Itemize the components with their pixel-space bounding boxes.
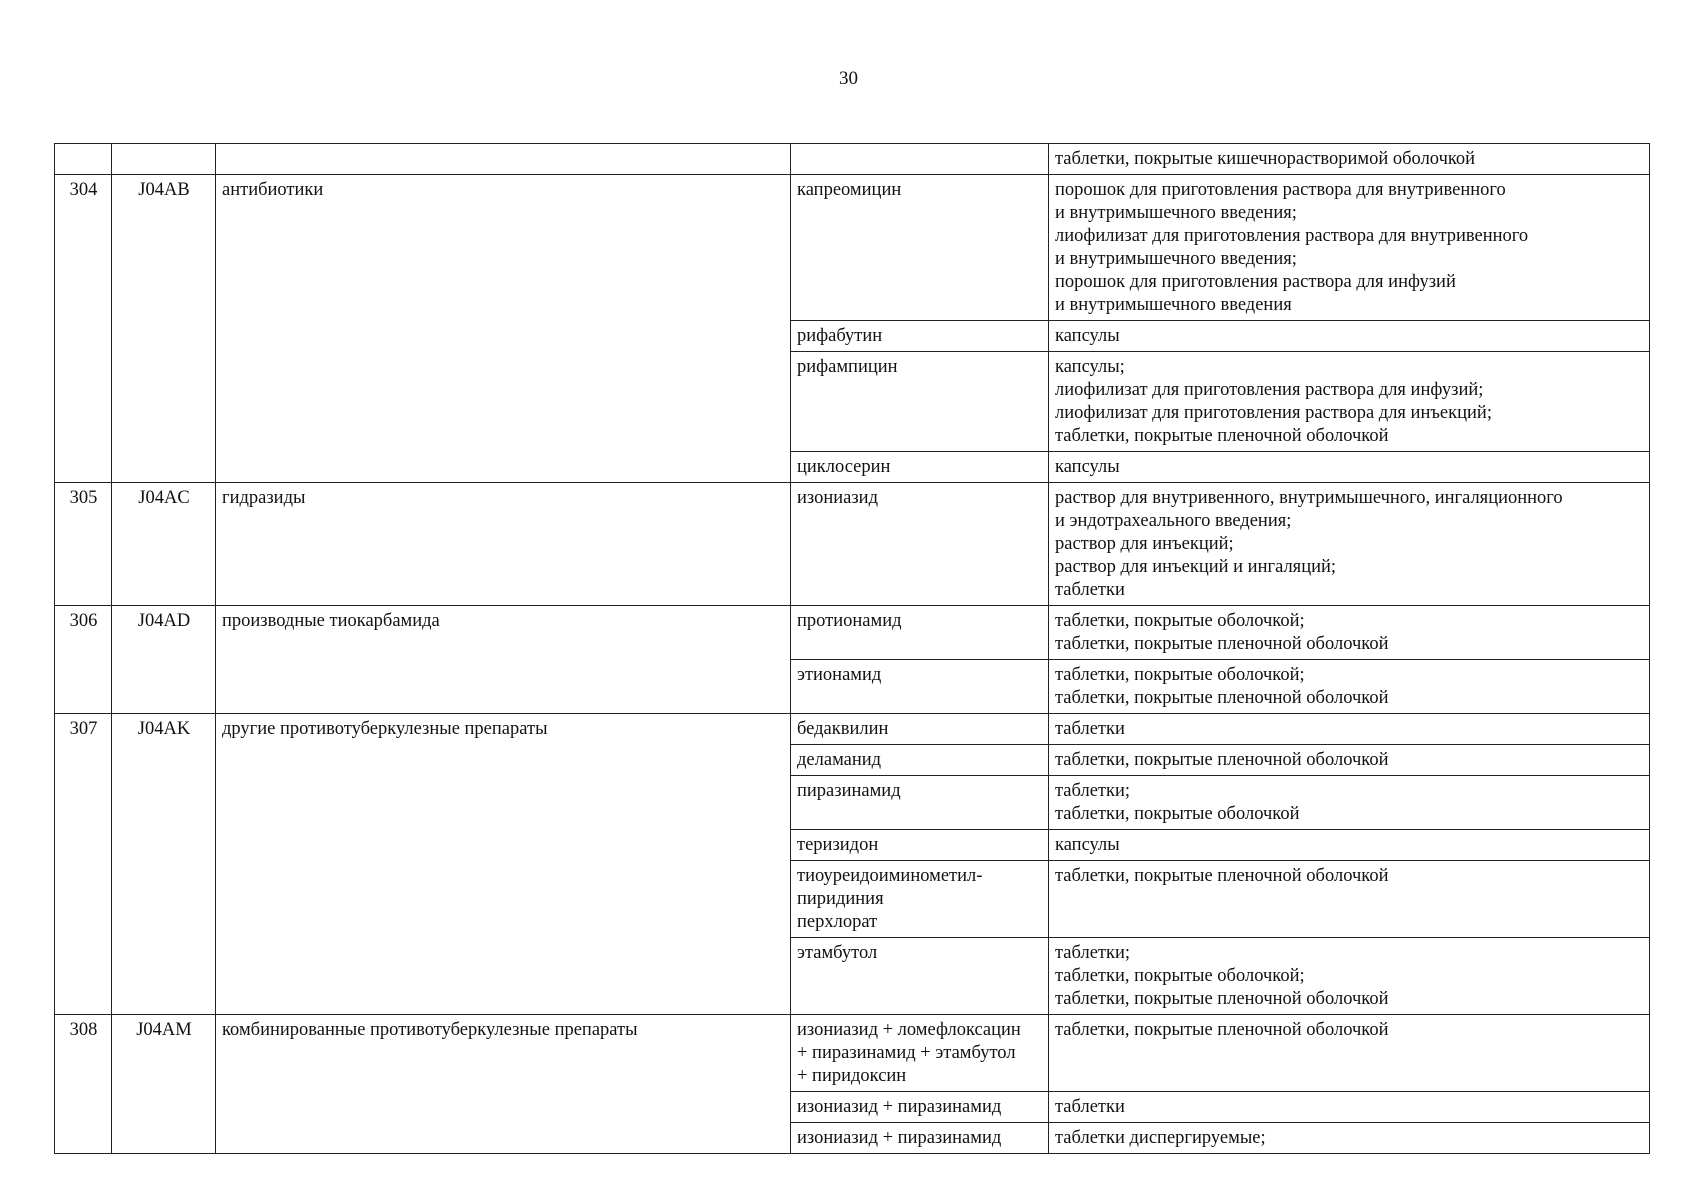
drug-name-cell bbox=[791, 144, 1049, 175]
dosage-form-cell: таблетки; таблетки, покрытые оболочкой; таблетки, покрытые пленочной оболочкой bbox=[1049, 938, 1650, 1015]
table-row bbox=[55, 714, 1650, 745]
drug-name-cell: пиразинамид bbox=[791, 776, 1049, 830]
drug-name-cell: циклосерин bbox=[791, 452, 1049, 483]
group-cell: гидразиды bbox=[216, 483, 791, 606]
drug-name-cell: изониазид + ломефлоксацин + пиразинамид + этамбутол + пиридоксин bbox=[791, 1015, 1049, 1092]
number-cell: 305 bbox=[55, 483, 112, 606]
drug-name-cell: этамбутол bbox=[791, 938, 1049, 1015]
drug-name-cell: протионамид bbox=[791, 606, 1049, 660]
number-cell: 308 bbox=[55, 1015, 112, 1154]
dosage-form-cell: капсулы bbox=[1049, 452, 1650, 483]
dosage-form-cell: таблетки, покрытые кишечнорастворимой оболочкой bbox=[1049, 144, 1650, 175]
dosage-form-cell: таблетки bbox=[1049, 1092, 1650, 1123]
table-row bbox=[55, 483, 1650, 606]
table-row bbox=[55, 606, 1650, 660]
table-row bbox=[55, 144, 1650, 175]
drug-name-cell: рифабутин bbox=[791, 321, 1049, 352]
dosage-form-cell: порошок для приготовления раствора для внутривенного и внутримышечного введения; лиофилизат для приготовления раствора для внутривенного и внутримышечного введения; порошок для приготовления раствора для инфузий и внутримышечного введения bbox=[1049, 175, 1650, 321]
group-cell bbox=[216, 144, 791, 175]
dosage-form-cell: таблетки, покрытые оболочкой; таблетки, покрытые пленочной оболочкой bbox=[1049, 660, 1650, 714]
dosage-form-cell: капсулы; лиофилизат для приготовления раствора для инфузий; лиофилизат для приготовления раствора для инъекций; таблетки, покрытые пленочной оболочкой bbox=[1049, 352, 1650, 452]
drug-name-cell: изониазид + пиразинамид bbox=[791, 1123, 1049, 1154]
drug-name-cell: этионамид bbox=[791, 660, 1049, 714]
drug-name-cell: бедаквилин bbox=[791, 714, 1049, 745]
drug-table bbox=[54, 143, 1650, 1154]
dosage-form-cell: таблетки, покрытые пленочной оболочкой bbox=[1049, 745, 1650, 776]
number-cell: 306 bbox=[55, 606, 112, 714]
table-row bbox=[55, 175, 1650, 321]
dosage-form-cell: таблетки, покрытые пленочной оболочкой bbox=[1049, 861, 1650, 938]
table-row bbox=[55, 1015, 1650, 1092]
group-cell: комбинированные противотуберкулезные препараты bbox=[216, 1015, 791, 1154]
drug-name-cell: тиоуреидоиминометил- пиридиния перхлорат bbox=[791, 861, 1049, 938]
atc-code-cell: J04AB bbox=[112, 175, 216, 483]
drug-name-cell: теризидон bbox=[791, 830, 1049, 861]
atc-code-cell: J04AC bbox=[112, 483, 216, 606]
group-cell: производные тиокарбамида bbox=[216, 606, 791, 714]
drug-name-cell: изониазид bbox=[791, 483, 1049, 606]
dosage-form-cell: таблетки, покрытые оболочкой; таблетки, покрытые пленочной оболочкой bbox=[1049, 606, 1650, 660]
dosage-form-cell: капсулы bbox=[1049, 321, 1650, 352]
number-cell: 304 bbox=[55, 175, 112, 483]
group-cell: антибиотики bbox=[216, 175, 791, 483]
drug-name-cell: деламанид bbox=[791, 745, 1049, 776]
number-cell bbox=[55, 144, 112, 175]
atc-code-cell: J04AD bbox=[112, 606, 216, 714]
dosage-form-cell: таблетки bbox=[1049, 714, 1650, 745]
atc-code-cell: J04AM bbox=[112, 1015, 216, 1154]
dosage-form-cell: раствор для внутривенного, внутримышечного, ингаляционного и эндотрахеального введения; раствор для инъекций; раствор для инъекций и ингаляций; таблетки bbox=[1049, 483, 1650, 606]
dosage-form-cell: таблетки диспергируемые; bbox=[1049, 1123, 1650, 1154]
dosage-form-cell: капсулы bbox=[1049, 830, 1650, 861]
atc-code-cell: J04AK bbox=[112, 714, 216, 1015]
number-cell: 307 bbox=[55, 714, 112, 1015]
drug-name-cell: капреомицин bbox=[791, 175, 1049, 321]
drug-name-cell: изониазид + пиразинамид bbox=[791, 1092, 1049, 1123]
dosage-form-cell: таблетки, покрытые пленочной оболочкой bbox=[1049, 1015, 1650, 1092]
dosage-form-cell: таблетки; таблетки, покрытые оболочкой bbox=[1049, 776, 1650, 830]
page-number: 30 bbox=[839, 68, 858, 89]
group-cell: другие противотуберкулезные препараты bbox=[216, 714, 791, 1015]
atc-code-cell bbox=[112, 144, 216, 175]
drug-name-cell: рифампицин bbox=[791, 352, 1049, 452]
